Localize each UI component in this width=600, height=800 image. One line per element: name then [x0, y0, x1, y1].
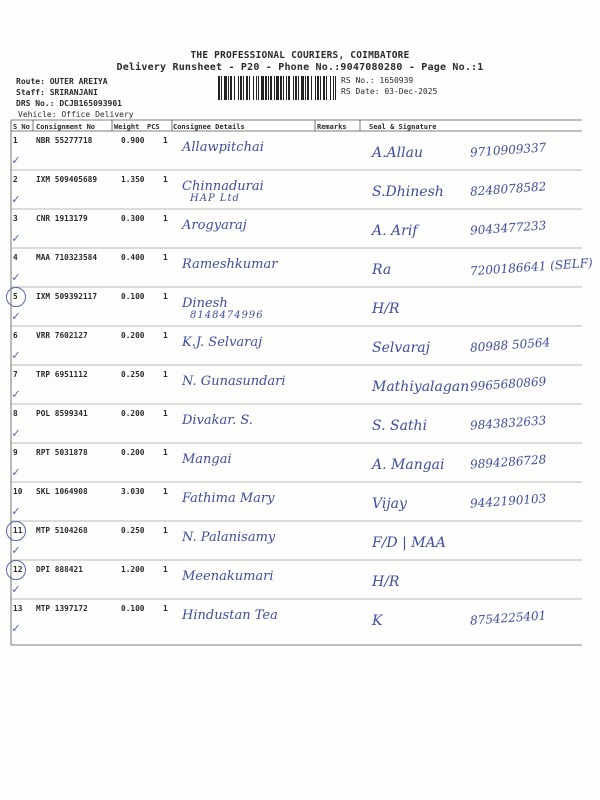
row-consignment-no: MAA 710323584 — [36, 253, 98, 262]
row-sno: 12 — [13, 565, 23, 574]
row-sno: 4 — [13, 253, 18, 262]
page-title: THE PROFESSIONAL COURIERS, COIMBATORE — [190, 50, 410, 61]
row-consignee-name: Allawpitchai — [182, 140, 264, 155]
row-phone: 9843832633 — [469, 413, 547, 433]
row-consignment-no: MTP 1397172 — [36, 604, 88, 613]
row-consignee-name: Rameshkumar — [182, 257, 278, 272]
row-sno: 3 — [13, 214, 18, 223]
circled-sno-icon — [6, 287, 26, 307]
checkmark-icon: ✓ — [12, 582, 20, 597]
row-signature: A. Arif — [372, 223, 418, 239]
row-sno: 11 — [13, 526, 23, 535]
checkmark-icon: ✓ — [12, 387, 20, 402]
row-pcs: 1 — [163, 526, 168, 535]
checkmark-icon: ✓ — [12, 543, 20, 558]
row-consignee-name: Hindustan Tea — [182, 608, 278, 623]
row-consignment-no: MTP 5104268 — [36, 526, 88, 535]
row-consignment-no: NBR 55277718 — [36, 136, 93, 145]
row-pcs: 1 — [163, 604, 168, 613]
row-weight: 0.200 — [121, 331, 145, 340]
checkmark-icon: ✓ — [12, 348, 20, 363]
circled-sno-icon — [6, 521, 26, 541]
row-consignee-extra: 8148474996 — [190, 310, 264, 321]
checkmark-icon: ✓ — [12, 621, 20, 636]
row-pcs: 1 — [163, 448, 168, 457]
row-consignment-no: SKL 1064908 — [36, 487, 88, 496]
row-phone: 80988 50564 — [469, 335, 551, 355]
row-weight: 0.300 — [121, 214, 145, 223]
row-consignee-name: Mangai — [182, 452, 232, 467]
row-pcs: 1 — [163, 370, 168, 379]
row-phone: 8754225401 — [469, 608, 547, 628]
staff-label: Staff: SRIRANJANI — [16, 88, 98, 97]
row-phone: 9710909337 — [469, 140, 547, 160]
row-consignee-name: Dinesh — [182, 296, 228, 311]
row-pcs: 1 — [163, 214, 168, 223]
row-signature: A. Mangai — [372, 457, 445, 473]
col-header-signature: Seal & Signature — [369, 123, 437, 131]
checkmark-icon: ✓ — [12, 192, 20, 207]
checkmark-icon: ✓ — [12, 153, 20, 168]
row-sno: 7 — [13, 370, 18, 379]
row-consignment-no: DPI 888421 — [36, 565, 83, 574]
row-phone: 7200186641 (SELF) — [469, 255, 594, 279]
row-signature: Selvaraj — [372, 340, 430, 356]
row-pcs: 1 — [163, 487, 168, 496]
row-consignment-no: IXM 509392117 — [36, 292, 98, 301]
rs-number: RS No.: 1650939 — [341, 76, 414, 85]
row-consignment-no: POL 8599341 — [36, 409, 88, 418]
col-header-remarks: Remarks — [317, 123, 347, 131]
row-signature: K — [372, 613, 383, 629]
checkmark-icon: ✓ — [12, 504, 20, 519]
row-pcs: 1 — [163, 136, 168, 145]
checkmark-icon: ✓ — [12, 426, 20, 441]
row-sno: 9 — [13, 448, 18, 457]
row-phone: 8248078582 — [469, 179, 547, 199]
row-consignee-name: Arogyaraj — [182, 218, 247, 233]
row-pcs: 1 — [163, 292, 168, 301]
checkmark-icon: ✓ — [12, 231, 20, 246]
row-weight: 0.200 — [121, 409, 145, 418]
route-label: Route: OUTER AREIYA — [16, 77, 108, 86]
checkmark-icon: ✓ — [12, 309, 20, 324]
row-signature: H/R — [372, 574, 400, 590]
row-consignment-no: VRR 7602127 — [36, 331, 88, 340]
row-consignee-extra: HAP Ltd — [190, 193, 240, 204]
row-weight: 0.100 — [121, 292, 145, 301]
row-sno: 10 — [13, 487, 23, 496]
row-consignment-no: CNR 1913179 — [36, 214, 88, 223]
row-signature: H/R — [372, 301, 400, 317]
row-weight: 1.200 — [121, 565, 145, 574]
row-sno: 8 — [13, 409, 18, 418]
row-weight: 0.900 — [121, 136, 145, 145]
col-header-consignee: Consignee Details — [173, 123, 245, 131]
row-pcs: 1 — [163, 331, 168, 340]
row-sno: 1 — [13, 136, 18, 145]
checkmark-icon: ✓ — [12, 465, 20, 480]
row-weight: 3.030 — [121, 487, 145, 496]
col-header-consignment: Consignment No — [36, 123, 96, 131]
row-signature: S.Dhinesh — [372, 184, 444, 200]
row-signature: F/D | MAA — [372, 535, 446, 551]
row-consignee-name: K.J. Selvaraj — [182, 335, 263, 350]
row-phone: 9043477233 — [469, 218, 547, 238]
row-pcs: 1 — [163, 253, 168, 262]
row-phone: 9965680869 — [469, 374, 547, 394]
row-consignee-name: Divakar. S. — [182, 413, 253, 428]
row-consignee-name: Chinnadurai — [182, 179, 264, 194]
row-pcs: 1 — [163, 565, 168, 574]
row-consignee-name: N. Palanisamy — [182, 530, 276, 545]
col-header-sno: S No — [13, 123, 30, 131]
row-pcs: 1 — [163, 175, 168, 184]
col-header-pcs: PCS — [147, 123, 160, 131]
row-sno: 13 — [13, 604, 23, 613]
circled-sno-icon — [6, 560, 26, 580]
col-header-weight: Weight — [114, 123, 140, 131]
rs-date: RS Date: 03-Dec-2025 — [341, 87, 438, 96]
row-weight: 1.350 — [121, 175, 145, 184]
checkmark-icon: ✓ — [12, 270, 20, 285]
row-pcs: 1 — [163, 409, 168, 418]
row-consignee-name: Fathima Mary — [182, 491, 275, 506]
row-signature: S. Sathi — [372, 418, 428, 434]
row-consignment-no: RPT 5031878 — [36, 448, 88, 457]
row-weight: 0.250 — [121, 370, 145, 379]
drs-label: DRS No.: DCJB165093901 — [16, 99, 122, 108]
row-consignee-name: Meenakumari — [182, 569, 274, 584]
row-sno: 5 — [13, 292, 18, 301]
row-consignment-no: TRP 6951112 — [36, 370, 88, 379]
row-weight: 0.400 — [121, 253, 145, 262]
row-sno: 2 — [13, 175, 18, 184]
row-signature: Mathiyalagan — [372, 379, 470, 395]
row-weight: 0.100 — [121, 604, 145, 613]
runsheet-title: Delivery Runsheet - P20 - Phone No.:9047080280 - Page No.:1 — [116, 62, 484, 73]
row-sno: 6 — [13, 331, 18, 340]
row-signature: Ra — [372, 262, 392, 278]
row-consignee-name: N. Gunasundari — [182, 374, 286, 389]
row-signature: A.Allau — [372, 145, 423, 161]
row-signature: Vijay — [372, 496, 407, 512]
row-weight: 0.200 — [121, 448, 145, 457]
vehicle-label: Vehicle: Office Delivery — [18, 110, 134, 119]
row-weight: 0.250 — [121, 526, 145, 535]
row-phone: 9442190103 — [469, 491, 547, 511]
row-phone: 9894286728 — [469, 452, 547, 472]
row-consignment-no: IXM 509405689 — [36, 175, 98, 184]
